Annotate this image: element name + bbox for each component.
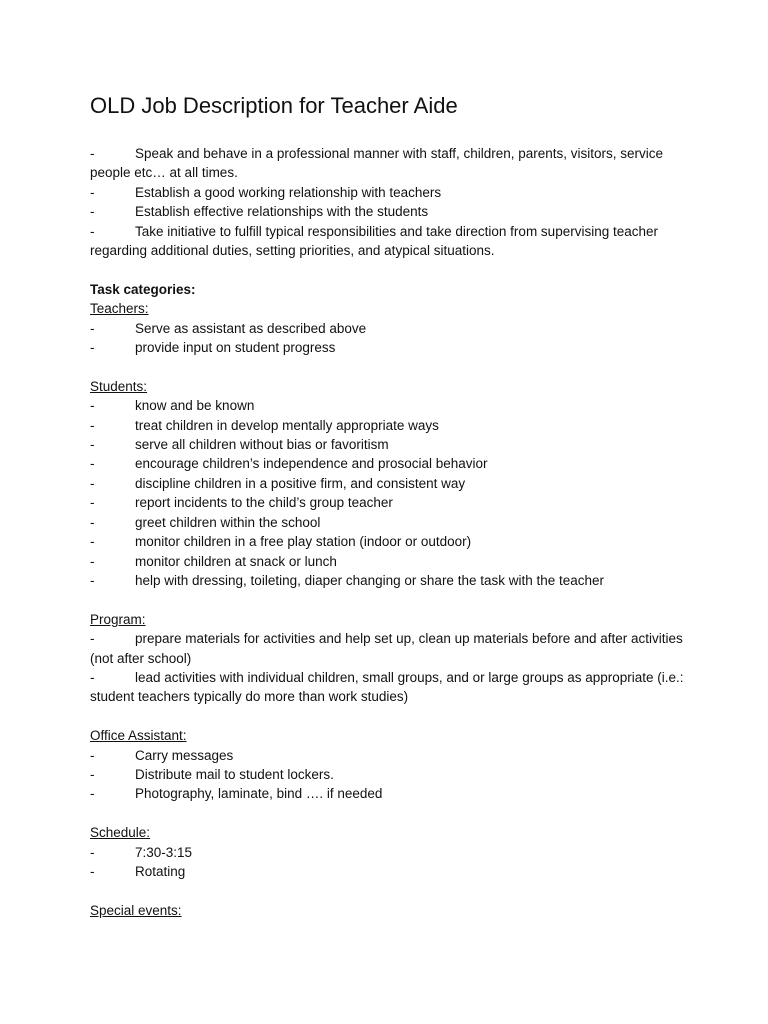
- list-item: [90, 532, 690, 551]
- list-item: [90, 668, 690, 707]
- task-categories-heading: Task categories:: [90, 281, 196, 297]
- list-item: [90, 396, 690, 415]
- list-item: [90, 474, 690, 493]
- list-item-text: Carry messages: [135, 747, 234, 763]
- dash-marker: -: [90, 146, 95, 161]
- intro-item: [90, 202, 690, 221]
- dash-marker: -: [90, 553, 95, 569]
- list-item: [90, 435, 690, 454]
- list-item: [90, 784, 690, 803]
- list-item: [90, 338, 690, 357]
- intro-list: [90, 144, 690, 260]
- section-students: [90, 377, 690, 590]
- section-schedule: [90, 823, 690, 881]
- list-item-text: lead activities with individual children, small groups, and or large groups as appropriate (i.e.: student teachers typically do more than work studies): [90, 669, 684, 705]
- list-item-text: discipline children in a positive firm, and consistent way: [135, 475, 466, 491]
- dash-marker: -: [90, 534, 95, 550]
- list-item: [90, 862, 690, 881]
- section-heading: Special events:: [90, 902, 182, 918]
- dash-marker: -: [90, 514, 95, 530]
- section-office-assistant: [90, 726, 690, 804]
- list-item-text: greet children within the school: [135, 514, 321, 530]
- dash-marker: -: [90, 398, 95, 414]
- list-item-text: Photography, laminate, bind …. if needed: [135, 786, 383, 802]
- list-item-text: provide input on student progress: [135, 340, 336, 356]
- dash-marker: -: [90, 417, 95, 433]
- intro-item-text: Speak and behave in a professional manner with staff, children, parents, visitors, service people etc… at all times.: [90, 146, 664, 181]
- list-item: [90, 746, 690, 765]
- section-heading: Program:: [90, 611, 146, 627]
- list-item: [90, 552, 690, 571]
- dash-marker: -: [90, 766, 95, 782]
- dash-marker: -: [90, 747, 95, 763]
- intro-item-text: Take initiative to fulfill typical responsibilities and take direction from supervising teacher regarding additional duties, setting priorities, and atypical situations.: [90, 223, 658, 259]
- list-item: [90, 416, 690, 435]
- list-item: [90, 493, 690, 512]
- dash-marker: -: [90, 223, 95, 239]
- dash-marker: -: [90, 456, 95, 472]
- dash-marker: -: [90, 786, 95, 802]
- list-item-text: encourage children’s independence and prosocial behavior: [135, 456, 488, 472]
- section-heading: Schedule:: [90, 825, 151, 841]
- list-item-text: prepare materials for activities and help set up, clean up materials before and after activities (not after school): [90, 631, 683, 666]
- list-item-text: monitor children in a free play station (indoor or outdoor): [135, 534, 472, 550]
- list-item-text: serve all children without bias or favoritism: [135, 437, 389, 453]
- dash-marker: -: [90, 669, 95, 685]
- list-item: [90, 571, 690, 590]
- section-teachers: [90, 299, 690, 357]
- dash-marker: -: [90, 204, 95, 220]
- dash-marker: -: [90, 184, 95, 200]
- dash-marker: -: [90, 631, 95, 647]
- dash-marker: -: [90, 572, 95, 588]
- section-special-events: [90, 901, 690, 920]
- list-item-text: Rotating: [135, 863, 186, 879]
- section-program: [90, 610, 690, 707]
- list-item: [90, 454, 690, 473]
- dash-marker: -: [90, 844, 95, 860]
- list-item: [90, 513, 690, 532]
- section-heading: Teachers:: [90, 301, 149, 317]
- intro-item: [90, 144, 690, 183]
- list-item: [90, 765, 690, 784]
- section-heading: Office Assistant:: [90, 728, 187, 744]
- list-item-text: monitor children at snack or lunch: [135, 553, 337, 569]
- dash-marker: -: [90, 863, 95, 879]
- dash-marker: -: [90, 320, 95, 336]
- list-item-text: know and be known: [135, 398, 255, 414]
- dash-marker: -: [90, 495, 95, 511]
- document-title: OLD Job Description for Teacher Aide: [90, 93, 458, 118]
- dash-marker: -: [90, 437, 95, 453]
- list-item: [90, 319, 690, 338]
- list-item: [90, 843, 690, 862]
- intro-item-text: Establish effective relationships with the students: [135, 204, 429, 220]
- intro-item-text: Establish a good working relationship with teachers: [135, 184, 442, 200]
- list-item-text: Serve as assistant as described above: [135, 320, 367, 336]
- dash-marker: -: [90, 475, 95, 491]
- list-item-text: Distribute mail to student lockers.: [135, 766, 334, 782]
- intro-item: [90, 183, 690, 202]
- list-item: [90, 629, 690, 668]
- document-content: [90, 92, 690, 920]
- list-item-text: treat children in develop mentally appropriate ways: [135, 417, 439, 433]
- section-heading: Students:: [90, 378, 148, 394]
- list-item-text: 7:30-3:15: [135, 844, 193, 860]
- list-item-text: report incidents to the child’s group teacher: [135, 495, 393, 511]
- dash-marker: -: [90, 340, 95, 356]
- intro-item: [90, 222, 690, 261]
- list-item-text: help with dressing, toileting, diaper changing or share the task with the teacher: [135, 572, 605, 588]
